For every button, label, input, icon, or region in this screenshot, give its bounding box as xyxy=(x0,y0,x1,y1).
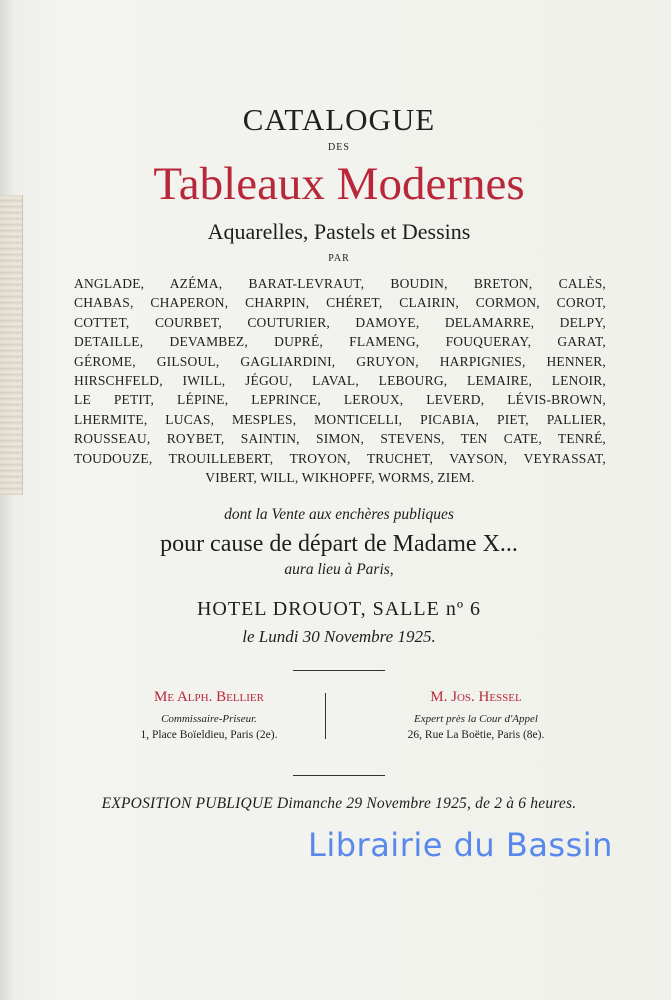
venue: HOTEL DROUOT, SALLE nº 6 xyxy=(196,598,482,621)
expert-appraiser xyxy=(351,687,601,744)
expert-name: M. Jos. Hessel xyxy=(430,689,522,706)
catalogue-heading: CATALOGUE xyxy=(242,102,436,137)
watermark-text: Librairie du Bassin xyxy=(308,826,613,864)
divider-bottom xyxy=(293,775,385,776)
artist-line: LE PETIT, LÉPINE, LEPRINCE, LEROUX, LEVERD, LÉVIS-BROWN, xyxy=(74,392,606,408)
expert-address: 26, Rue La Boëtie, Paris (8e). xyxy=(407,729,545,742)
sale-place-intro: aura lieu à Paris, xyxy=(284,561,394,579)
expert-role: Commissaire-Priseur. xyxy=(161,713,257,726)
artist-line: DETAILLE, DEVAMBEZ, DUPRÉ, FLAMENG, FOUQUERAY, GARAT, xyxy=(74,334,606,350)
artist-line: CHABAS, CHAPERON, CHARPIN, CHÉRET, CLAIRIN, CORMON, COROT, xyxy=(74,295,606,311)
artist-line: LHERMITE, LUCAS, MESPLES, MONTICELLI, PICABIA, PIET, PALLIER, xyxy=(74,411,606,427)
sale-date: le Lundi 30 Novembre 1925. xyxy=(242,627,436,647)
expert-address: 1, Place Boïeldieu, Paris (2e). xyxy=(140,729,278,742)
artist-line: ROUSSEAU, ROYBET, SAINTIN, SIMON, STEVENS, TEN CATE, TENRÉ, xyxy=(74,431,606,447)
artist-line: TOUDOUZE, TROUILLEBERT, TROYON, TRUCHET, VAYSON, VEYRASSAT, xyxy=(74,450,606,466)
connector-par: PAR xyxy=(328,253,350,264)
connector-des: DES xyxy=(328,142,350,153)
vertical-divider xyxy=(325,693,326,739)
expert-name: Me Alph. Bellier xyxy=(154,689,264,706)
sale-intro: dont la Vente aux enchères publiques xyxy=(224,506,454,524)
artist-line: ANGLADE, AZÉMA, BARAT-LEVRAUT, BOUDIN, BRETON, CALÈS, xyxy=(74,276,606,291)
artist-line: HIRSCHFELD, IWILL, JÉGOU, LAVAL, LEBOURG, LEMAIRE, LENOIR, xyxy=(74,373,606,389)
subtitle: Aquarelles, Pastels et Dessins xyxy=(207,219,471,244)
binding-thread xyxy=(0,195,23,495)
expert-role: Expert près la Cour d'Appel xyxy=(414,713,538,726)
experts-block xyxy=(74,687,604,769)
page-content xyxy=(74,100,604,814)
artist-list xyxy=(74,274,606,487)
artist-line: COTTET, COURBET, COUTURIER, DAMOYE, DELAMARRE, DELPY, xyxy=(74,314,606,330)
divider-top xyxy=(293,670,385,671)
sale-reason: pour cause de départ de Madame X... xyxy=(160,531,518,558)
main-title: Tableaux Modernes xyxy=(153,158,525,210)
expert-auctioneer xyxy=(84,687,334,744)
exposition-notice: EXPOSITION PUBLIQUE Dimanche 29 Novembre 1925, de 2 à 6 heures. xyxy=(101,795,577,813)
artist-line: VIBERT, WILL, WIKHOPFF, WORMS, ZIEM. xyxy=(205,470,475,486)
artist-line: GÉROME, GILSOUL, GAGLIARDINI, GRUYON, HARPIGNIES, HENNER, xyxy=(74,353,606,369)
